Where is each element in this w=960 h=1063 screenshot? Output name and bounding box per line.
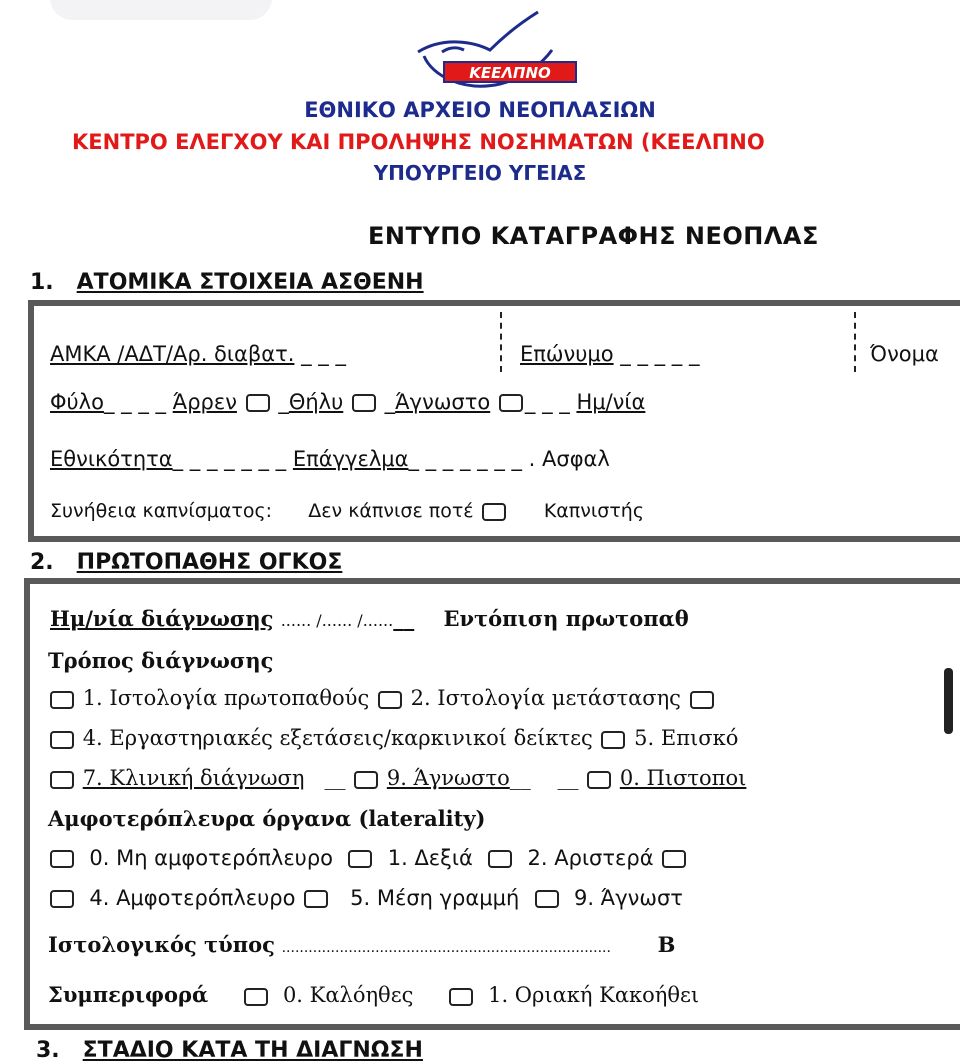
diag-date-blank[interactable]: ...... /...... /...... xyxy=(280,611,394,630)
diag-date-label: Ημ/νία διάγνωσης xyxy=(50,606,274,631)
lat2-label: 2. Αριστερά xyxy=(527,846,654,870)
lat0-checkbox[interactable] xyxy=(50,850,74,868)
scrollbar-thumb[interactable] xyxy=(944,668,953,734)
method3-checkbox[interactable] xyxy=(690,691,714,709)
field-divider xyxy=(854,312,856,372)
laterality-row-2 xyxy=(48,886,683,910)
method-row-2 xyxy=(48,726,738,750)
ministry-name: ΥΠΟΥΡΓΕΙΟ ΥΓΕΙΑΣ xyxy=(373,161,587,185)
location-label: Εντόπιση πρωτοπαθ xyxy=(443,606,689,631)
diag-method-label: Τρόπος διάγνωσης xyxy=(48,648,274,673)
female-checkbox[interactable] xyxy=(352,394,376,412)
section2-number: 2. xyxy=(30,550,54,575)
method-row-1 xyxy=(48,686,716,710)
male-label: Άρρεν xyxy=(172,390,237,414)
amka-label: ΑΜΚΑ /ΑΔΤ/Αρ. διαβατ. xyxy=(50,342,295,366)
section2-heading xyxy=(30,550,342,575)
unknown-sex-checkbox[interactable] xyxy=(499,394,523,412)
smoking-label: Συνήθεια καπνίσματος: xyxy=(50,500,273,522)
behavior-row xyxy=(48,982,699,1007)
histotype-row xyxy=(48,932,675,957)
surname-field[interactable]: Επώνυμο _ _ _ _ _ xyxy=(520,342,700,366)
female-label: Θήλυ xyxy=(288,390,344,414)
histotype-label: Ιστολογικός τύπος xyxy=(48,932,275,957)
method1-label: 1. Ιστολογία πρωτοπαθούς xyxy=(82,686,370,710)
section3-number: 3. xyxy=(36,1038,60,1063)
lat4-checkbox[interactable] xyxy=(50,890,74,908)
method4-checkbox[interactable] xyxy=(50,731,74,749)
field-divider xyxy=(500,312,502,372)
smoker-label: Καπνιστής xyxy=(543,500,644,522)
method0-label: 0. Πιστοποι xyxy=(619,766,747,790)
lat0-label: 0. Μη αμφοτερόπλευρο xyxy=(89,846,334,870)
section2-box xyxy=(24,578,960,1030)
amka-field[interactable]: ΑΜΚΑ /ΑΔΤ/Αρ. διαβατ. _ _ _ xyxy=(50,342,346,366)
method2-label: 2. Ιστολογία μετάστασης xyxy=(410,686,681,710)
behavior-label: Συμπεριφορά xyxy=(48,982,209,1007)
method5-checkbox[interactable] xyxy=(601,731,625,749)
smoking-row xyxy=(50,500,644,522)
lat4-label: 4. Αμφοτερόπλευρο xyxy=(89,886,296,910)
lat1-checkbox[interactable] xyxy=(348,850,372,868)
nationality-label[interactable]: Εθνικότητα xyxy=(50,447,173,471)
method2-checkbox[interactable] xyxy=(378,691,402,709)
behavior1-checkbox[interactable] xyxy=(449,988,473,1006)
browser-top-bar xyxy=(50,0,272,20)
name-field[interactable] xyxy=(870,342,939,366)
laterality-row-1 xyxy=(48,846,688,870)
male-checkbox[interactable] xyxy=(246,394,270,412)
keelpno-logo xyxy=(404,6,584,94)
method9-label: 9. Άγνωστο xyxy=(386,766,510,790)
never-smoked-checkbox[interactable] xyxy=(482,503,506,521)
method0-checkbox[interactable] xyxy=(587,771,611,789)
form-title: ΕΝΤΥΠΟ ΚΑΤΑΓΡΑΦΗΣ ΝΕΟΠΛΑΣ xyxy=(368,222,819,250)
profession-label[interactable]: Επάγγελμα xyxy=(292,447,409,471)
behavior0-label: 0. Καλόηθες xyxy=(282,983,414,1007)
section3-title: ΣΤΑΔΙΟ ΚΑΤΑ ΤΗ ΔΙΑΓΝΩΣΗ xyxy=(82,1038,423,1063)
diag-date-row: Ημ/νία διάγνωσης ...... /...... /......__ Εντόπιση πρωτοπαθ xyxy=(50,606,689,631)
histotype-next-label: Β xyxy=(657,932,676,957)
method4-label: 4. Εργαστηριακές εξετάσεις/καρκινικοί δείκτες xyxy=(82,726,593,750)
behavior1-label: 1. Οριακή Κακοήθει xyxy=(488,983,700,1007)
archive-name: ΕΘΝΙΚΟ ΑΡΧΕΙΟ ΝΕΟΠΛΑΣΙΩΝ xyxy=(304,98,656,122)
method1-checkbox[interactable] xyxy=(50,691,74,709)
birthdate-label: Ημ/νία xyxy=(576,390,646,414)
section1-heading xyxy=(30,270,424,295)
sex-row: Φύλο_ _ _ _ Άρρεν _Θήλυ _Άγνωστο _ _ _ Ημ/νία xyxy=(50,390,646,414)
lat2-checkbox[interactable] xyxy=(488,850,512,868)
section1-number: 1. xyxy=(30,270,54,295)
method-row-3: 7. Κλινική διάγνωση __ 9. Άγνωστο__ __ 0. Πιστοποι xyxy=(48,766,746,790)
never-smoked-label: Δεν κάπνισε ποτέ xyxy=(308,500,474,522)
name-label: Όνομα xyxy=(870,342,939,366)
method7-label: 7. Κλινική διάγνωση xyxy=(82,766,305,790)
method5-label: 5. Επισκό xyxy=(634,726,739,750)
section2-title: ΠΡΩΤΟΠΑΘΗΣ ΟΓΚΟΣ xyxy=(76,550,343,575)
lat5-label: 5. Μέση γραμμή xyxy=(350,886,520,910)
surname-label: Επώνυμο xyxy=(520,342,614,366)
unknown-sex-label: Άγνωστο xyxy=(395,390,491,414)
insurance-label[interactable]: Ασφαλ xyxy=(542,447,610,471)
lat1-label: 1. Δεξιά xyxy=(387,846,473,870)
section1-title: ΑΤΟΜΙΚΑ ΣΤΟΙΧΕΙΑ ΑΣΘΕΝΗ xyxy=(76,270,424,295)
histotype-blank[interactable]: .......................................................................... xyxy=(281,940,611,956)
nationality-row: Εθνικότητα_ _ _ _ _ _ _ Επάγγελμα_ _ _ _ _ _ _ . Ασφαλ xyxy=(50,447,610,471)
lat9-checkbox[interactable] xyxy=(535,890,559,908)
lat5-checkbox[interactable] xyxy=(304,890,328,908)
method9-checkbox[interactable] xyxy=(354,771,378,789)
laterality-label: Αμφοτερόπλευρα όργανα (laterality) xyxy=(48,806,486,831)
sex-label: Φύλο xyxy=(50,390,104,414)
section3-heading xyxy=(36,1038,423,1063)
method7-checkbox[interactable] xyxy=(50,771,74,789)
behavior0-checkbox[interactable] xyxy=(244,988,268,1006)
center-name: ΚΕΝΤΡΟ ΕΛΕΓΧΟΥ ΚΑΙ ΠΡΟΛΗΨΗΣ ΝΟΣΗΜΑΤΩΝ (ΚΕΕΛΠΝΟ xyxy=(72,130,765,154)
lat9-label: 9. Άγνωστ xyxy=(573,886,683,910)
lat3-checkbox[interactable] xyxy=(662,850,686,868)
svg-text:ΚΕΕΛΠΝΟ: ΚΕΕΛΠΝΟ xyxy=(469,64,551,82)
